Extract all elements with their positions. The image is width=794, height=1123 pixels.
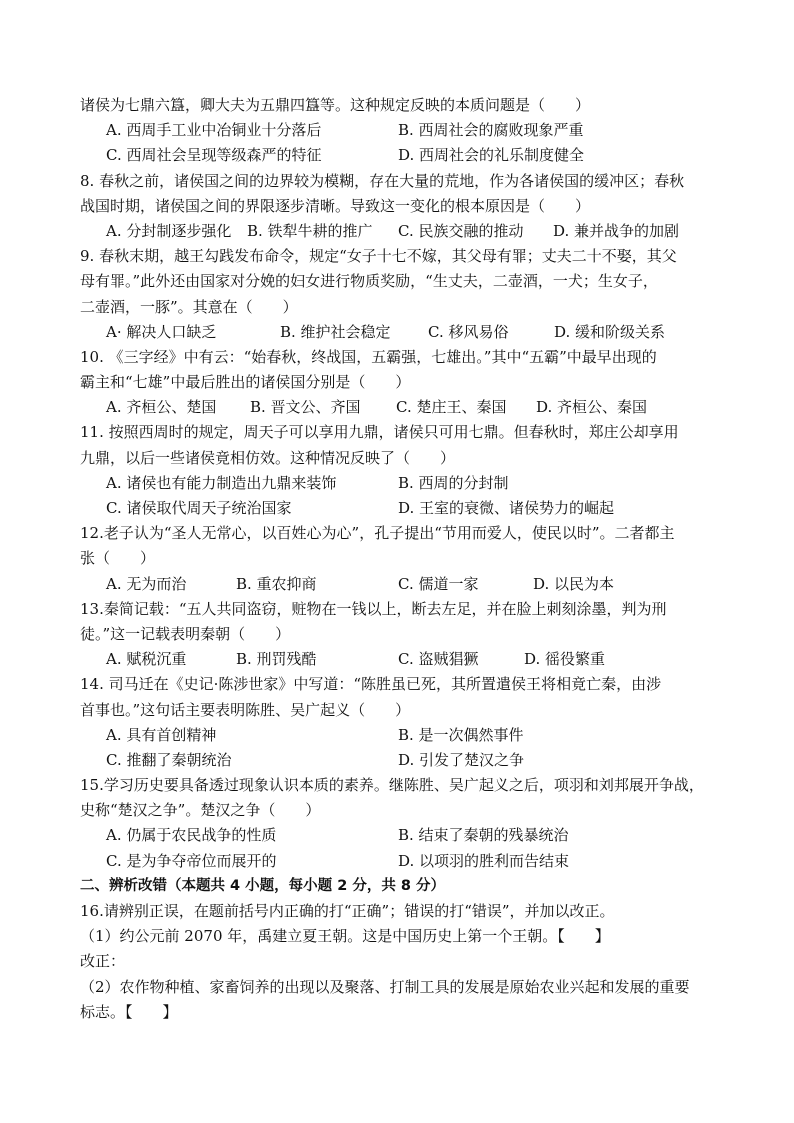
q12-stem-line-2: 张（ ） <box>80 549 156 568</box>
q11-stem-line-1: 11. 按照西周时的规定，周天子可以享用九鼎，诸侯只可用七鼎。但春秋时，郑庄公却享用 <box>80 423 679 442</box>
q14-option-a: A. 具有首创精神 <box>106 725 217 744</box>
q12-option-b: B. 重农抑商 <box>236 574 317 593</box>
q14-options-row-2 <box>80 748 730 773</box>
q10-option-b: B. 晋文公、齐国 <box>250 398 361 417</box>
q11-option-b: B. 西周的分封制 <box>398 473 509 492</box>
q9-stem-line-1: 9. 春秋末期，越王勾践发布命令，规定“女子十七不嫁，其父母有罪；丈夫二十不娶，其父 <box>80 247 677 266</box>
q14-options-row-1 <box>80 723 730 748</box>
q15-option-c: C. 是为争夺帝位而展开的 <box>106 851 277 870</box>
q8-option-b: B. 铁犁牛耕的推广 <box>247 221 373 240</box>
q16-item-1: （1）约公元前 2070 年，禹建立夏王朝。这是中国历史上第一个王朝。【 】 <box>80 927 610 946</box>
q15-options-row-1 <box>80 823 730 848</box>
q15-stem-line-1: 15.学习历史要具备透过现象认识本质的素养。继陈胜、吴广起义之后，项羽和刘邦展开争战， <box>80 776 704 795</box>
q11-option-a: A. 诸侯也有能力制造出九鼎来装饰 <box>106 473 337 492</box>
q7-option-a: A. 西周手工业中冶铜业十分落后 <box>106 121 322 140</box>
q13-options-row <box>80 647 730 672</box>
q11-option-d: D. 王室的衰微、诸侯势力的崛起 <box>398 499 615 517</box>
q10-option-a: A. 齐桓公、楚国 <box>106 398 217 417</box>
q8-option-d: D. 兼并战争的加剧 <box>553 221 680 240</box>
q12-options-row <box>80 572 730 597</box>
q15-option-a: A. 仍属于农民战争的性质 <box>106 826 277 845</box>
q13-stem-line-1: 13.秦简记载：“五人共同盗窃，赃物在一钱以上，断去左足，并在脸上刺刻涂墨，判为刑 <box>80 599 667 618</box>
q15-option-d: D. 以项羽的胜利而告结束 <box>398 851 570 870</box>
q7-options-row-1 <box>80 118 730 143</box>
q9-option-d: D. 缓和阶级关系 <box>554 322 666 341</box>
q10-option-c: C. 楚庄王、秦国 <box>396 398 507 417</box>
q8-stem-line-2: 战国时期，诸侯国之间的界限逐步清晰。导致这一变化的根本原因是（ ） <box>80 196 591 215</box>
q12-option-c: C. 儒道一家 <box>398 574 479 593</box>
q13-stem-line-2: 徒。”这一记载表明秦朝（ ） <box>80 624 291 643</box>
q9-option-a: A· 解决人口缺乏 <box>106 322 217 341</box>
q16-item-2-line-2: 标志。【 】 <box>80 1002 178 1021</box>
q16-correction-label: 改正： <box>80 952 126 971</box>
q9-option-b: B. 维护社会稳定 <box>280 322 391 341</box>
q8-stem-line-1: 8. 春秋之前，诸侯国之间的边界较为模糊，存在大量的荒地，作为各诸侯国的缓冲区；春秋 <box>80 171 685 190</box>
q11-options-row-1 <box>80 471 730 496</box>
q9-stem-line-3: 二壶酒，一豚”。其意在（ ） <box>80 297 298 316</box>
q14-stem-line-1: 14. 司马迁在《史记·陈涉世家》中写道：“陈胜虽已死，其所置遣侯王将相竟亡秦，由涉 <box>80 675 662 694</box>
q10-options-row <box>80 395 730 420</box>
section-2-heading: 二、辨析改错（本题共 4 小题，每小题 2 分，共 8 分） <box>80 877 446 894</box>
q16-item-2-line-1: （2）农作物种植、家畜饲养的出现以及聚落、打制工具的发展是原始农业兴起和发展的重要 <box>80 977 690 996</box>
q8-option-c: C. 民族交融的推动 <box>398 221 524 240</box>
q11-options-row-2 <box>80 496 730 521</box>
q9-options-row <box>80 320 730 345</box>
q14-option-c: C. 推翻了秦朝统治 <box>106 750 232 769</box>
q8-option-a: A. 分封制逐步强化 <box>106 221 232 240</box>
q16-instruction: 16.请辨别正误，在题前括号内正确的打“正确”；错误的打“错误”，并加以改正。 <box>80 902 615 920</box>
q13-option-a: A. 赋税沉重 <box>106 650 187 669</box>
q15-stem-line-2: 史称“楚汉之争”。楚汉之争（ ） <box>80 801 321 820</box>
q9-option-c: C. 移风易俗 <box>428 322 509 341</box>
q14-option-b: B. 是一次偶然事件 <box>398 725 524 744</box>
q12-stem-line-1: 12.老子认为“圣人无常心，以百姓心为心”，孔子提出“节用而爱人，使民以时”。二者都主 <box>80 524 675 543</box>
q7-option-d: D. 西周社会的礼乐制度健全 <box>398 146 585 165</box>
q14-option-d: D. 引发了楚汉之争 <box>398 750 525 769</box>
q8-options-row <box>80 219 730 244</box>
q10-option-d: D. 齐桓公、秦国 <box>536 398 648 417</box>
q7-option-b: B. 西周社会的腐败现象严重 <box>398 121 584 140</box>
q12-option-a: A. 无为而治 <box>106 574 187 593</box>
q14-stem-line-2: 首事也。”这句话主要表明陈胜、吴广起义（ ） <box>80 700 411 719</box>
q7-options-row-2 <box>80 143 730 168</box>
q15-options-row-2 <box>80 849 730 874</box>
q11-option-c: C. 诸侯取代周天子统治国家 <box>106 499 292 517</box>
q13-option-c: C. 盗贼猖獗 <box>398 650 479 669</box>
q7-stem: 诸侯为七鼎六簋，卿大夫为五鼎四簋等。这种规定反映的本质问题是（ ） <box>80 96 591 114</box>
q11-stem-line-2: 九鼎，以后一些诸侯竟相仿效。这种情况反映了（ ） <box>80 448 456 467</box>
q13-option-b: B. 刑罚残酷 <box>236 650 317 669</box>
q13-option-d: D. 徭役繁重 <box>524 650 606 669</box>
q12-option-d: D. 以民为本 <box>533 574 615 593</box>
q10-stem-line-1: 10. 《三字经》中有云：“始春秋，终战国，五霸强，七雄出。”其中“五霸”中最早出现的 <box>80 347 657 366</box>
exam-page <box>80 93 730 1025</box>
q10-stem-line-2: 霸主和“七雄”中最后胜出的诸侯国分别是（ ） <box>80 373 411 392</box>
q9-stem-line-2: 母有罪。”此外还由国家对分娩的妇女进行物质奖励，“生丈夫，二壶酒，一犬；生女子， <box>80 272 658 291</box>
q15-option-b: B. 结束了秦朝的残暴统治 <box>398 826 569 845</box>
q7-option-c: C. 西周社会呈现等级森严的特征 <box>106 146 322 165</box>
